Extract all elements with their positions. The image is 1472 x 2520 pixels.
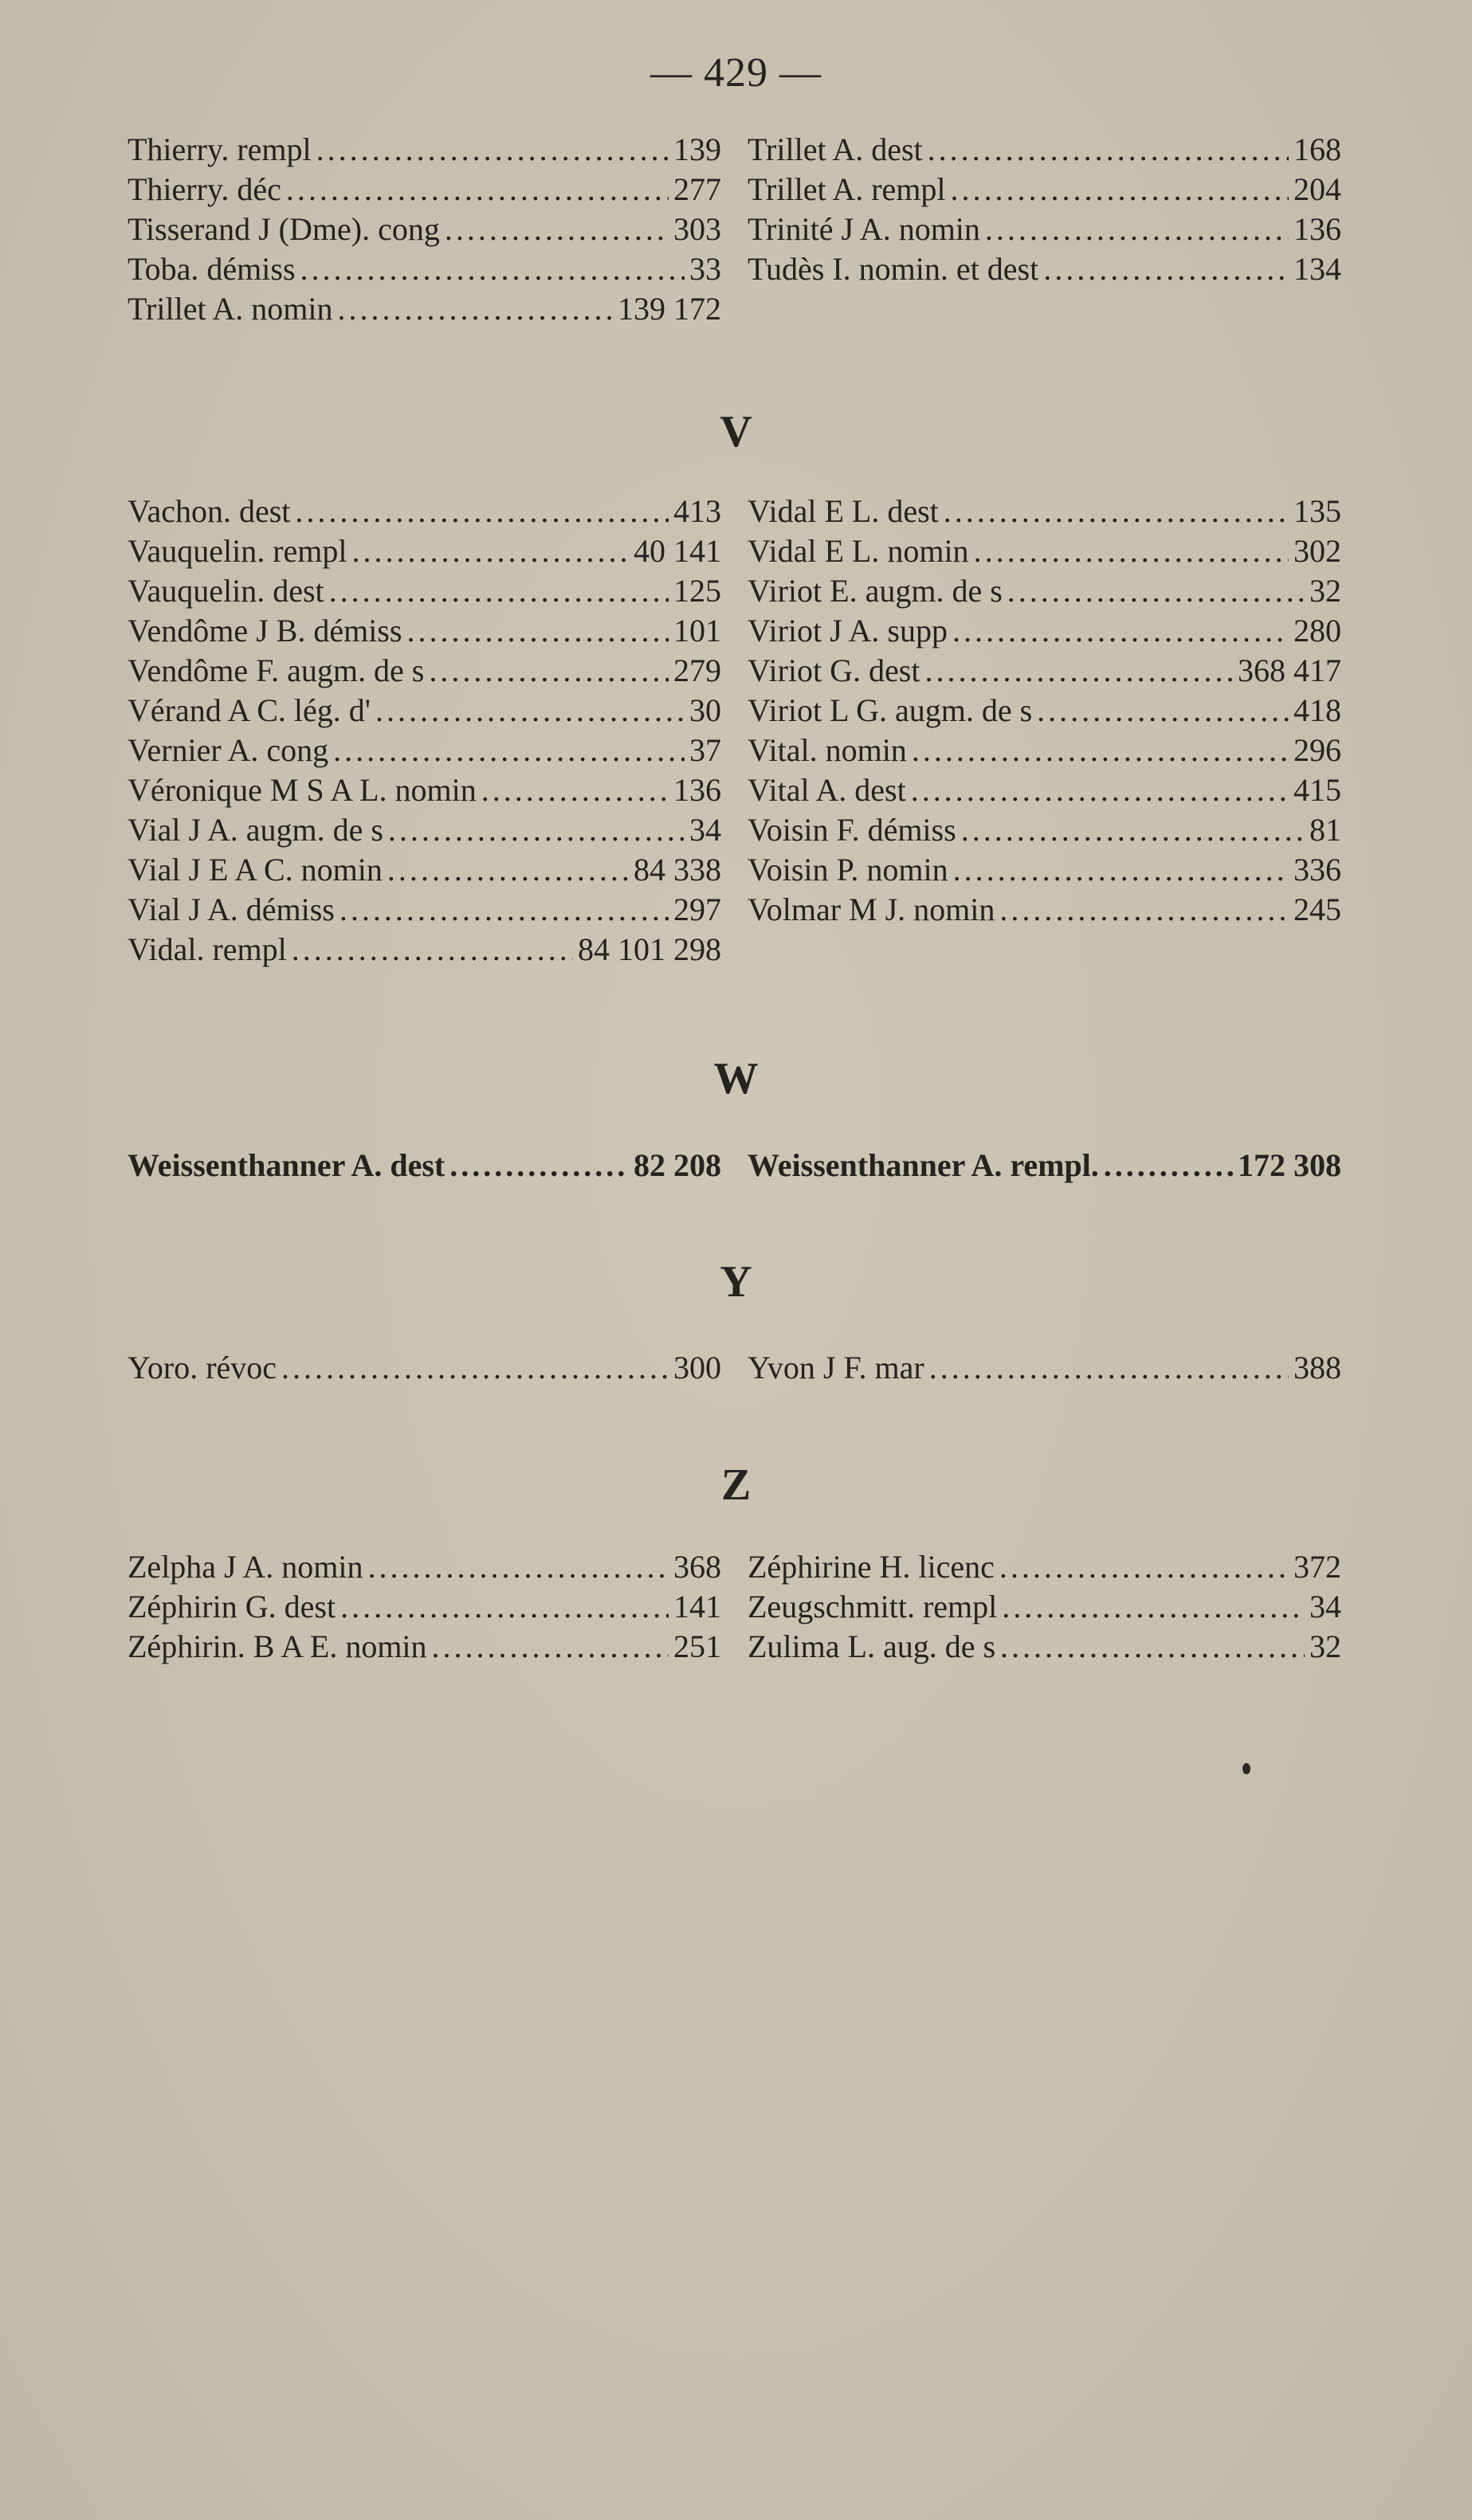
entry-name: Voisin P. nomin: [748, 852, 948, 888]
dot-leader: [929, 1349, 1289, 1386]
index-entry: [748, 811, 1341, 851]
index-entry: [748, 692, 1341, 731]
entry-name: Weissenthanner A. dest: [128, 1147, 446, 1183]
section-z-right-column: [748, 1548, 1341, 1668]
entry-page-refs: 81: [1309, 812, 1341, 848]
entry-page-refs: 372: [1293, 1549, 1341, 1585]
index-entry: [748, 250, 1341, 290]
index-entry: [128, 692, 721, 731]
entry-name: Vital A. dest: [748, 772, 906, 808]
entry-name: Viriot G. dest: [748, 653, 920, 688]
index-entry: [128, 492, 721, 532]
entry-name: Vidal E L. nomin: [748, 533, 969, 569]
entry-name: Toba. démiss: [128, 251, 296, 287]
section-letter-z: Z: [720, 1460, 752, 1510]
index-entry: [748, 1628, 1341, 1668]
page-number: — 429 —: [650, 50, 822, 96]
dot-leader: [961, 811, 1305, 848]
section-w-right-column: [748, 1146, 1341, 1186]
index-entry: [748, 170, 1341, 210]
dot-leader: [387, 851, 629, 888]
index-entry: [128, 931, 721, 970]
entry-name: Véronique M S A L. nomin: [128, 772, 477, 808]
index-entry: [748, 210, 1341, 250]
entry-page-refs: 302: [1293, 533, 1341, 569]
entry-page-refs: 139: [673, 131, 721, 167]
entry-name: Vidal. rempl: [128, 931, 287, 967]
index-entry: [128, 811, 721, 851]
entry-page-refs: 141: [673, 1589, 721, 1624]
entry-page-refs: 303: [673, 211, 721, 247]
dot-leader: [951, 170, 1289, 208]
dot-leader: [292, 931, 573, 968]
dot-leader: [337, 290, 613, 327]
entry-page-refs: 136: [673, 772, 721, 808]
index-entry: [748, 1588, 1341, 1628]
entry-name: Vachon. dest: [128, 493, 291, 529]
entry-name: Tisserand J (Dme). cong: [128, 211, 440, 247]
dot-leader: [1037, 692, 1289, 729]
entry-page-refs: 280: [1293, 613, 1341, 649]
entry-name: Thierry. rempl: [128, 131, 312, 167]
dot-leader: [300, 250, 685, 288]
dot-leader: [1043, 250, 1289, 288]
entry-name: Thierry. déc: [128, 171, 281, 207]
index-entry: [748, 1146, 1341, 1186]
dot-leader: [295, 492, 669, 530]
entry-page-refs: 84 101 298: [578, 931, 721, 967]
index-entry: [128, 771, 721, 811]
index-entry: [128, 652, 721, 692]
entry-page-refs: 34: [1309, 1589, 1341, 1624]
entry-page-refs: 32: [1309, 573, 1341, 609]
dot-leader: [449, 1146, 629, 1184]
dot-leader: [281, 1349, 669, 1386]
dot-leader: [912, 731, 1289, 769]
entry-page-refs: 296: [1293, 732, 1341, 768]
entry-name: Trinité J A. nomin: [748, 211, 980, 247]
index-entry: [748, 731, 1341, 771]
section-letter-v: V: [720, 407, 752, 457]
entry-name: Yoro. révoc: [128, 1350, 277, 1385]
entry-name: Viriot J A. supp: [748, 613, 948, 649]
index-entry: [748, 1548, 1341, 1588]
entry-name: Zulima L. aug. de s: [748, 1628, 996, 1664]
entry-page-refs: 125: [673, 573, 721, 609]
index-entry: [128, 532, 721, 572]
entry-name: Zéphirine H. licenc: [748, 1549, 995, 1585]
index-entry: [748, 131, 1341, 170]
entry-page-refs: 139 172: [618, 291, 721, 327]
index-entry: [128, 572, 721, 612]
entry-page-refs: 136: [1293, 211, 1341, 247]
entry-page-refs: 101: [673, 613, 721, 649]
entry-name: Vial J A. augm. de s: [128, 812, 383, 848]
entry-name: Trillet A. rempl: [748, 171, 946, 207]
entry-page-refs: 168: [1293, 131, 1341, 167]
entry-name: Vendôme J B. démiss: [128, 613, 402, 649]
dot-leader: [406, 612, 669, 649]
entry-name: Trillet A. nomin: [128, 291, 333, 327]
entry-name: Zelpha J A. nomin: [128, 1549, 363, 1585]
dot-leader: [953, 851, 1289, 888]
index-entry: [748, 572, 1341, 612]
section-z-left-column: [128, 1548, 721, 1668]
dot-leader: [924, 652, 1233, 689]
entry-page-refs: 134: [1293, 251, 1341, 287]
dot-leader: [1000, 1628, 1305, 1665]
entry-page-refs: 34: [689, 812, 721, 848]
index-entry: [748, 532, 1341, 572]
dot-leader: [352, 532, 630, 570]
entry-name: Viriot L G. augm. de s: [748, 692, 1033, 728]
dot-leader: [375, 692, 685, 729]
index-entry: [748, 492, 1341, 532]
index-entry: [748, 891, 1341, 931]
index-entry: [748, 612, 1341, 652]
entry-name: Zéphirin. B A E. nomin: [128, 1628, 427, 1664]
entry-page-refs: 135: [1293, 493, 1341, 529]
entry-name: Voisin F. démiss: [748, 812, 956, 848]
entry-name: Weissenthanner A. rempl.: [748, 1147, 1099, 1183]
entry-name: Yvon J F. mar: [748, 1350, 924, 1385]
entry-page-refs: 300: [673, 1350, 721, 1385]
dot-leader: [911, 771, 1289, 809]
entry-name: Vauquelin. dest: [128, 573, 324, 609]
index-entry: [128, 851, 721, 891]
index-entry: [128, 891, 721, 931]
dot-leader: [999, 1548, 1289, 1585]
entry-name: Vérand A C. lég. d': [128, 692, 371, 728]
entry-page-refs: 415: [1293, 772, 1341, 808]
section-y-right-column: [748, 1349, 1341, 1389]
entry-name: Vital. nomin: [748, 732, 907, 768]
dot-leader: [429, 652, 669, 689]
index-entry: [748, 851, 1341, 891]
dot-leader: [445, 210, 669, 248]
dot-leader: [1002, 1588, 1305, 1625]
index-entry: [128, 290, 721, 330]
index-entry: [128, 731, 721, 771]
section-letter-w: W: [713, 1054, 759, 1103]
entry-name: Viriot E. augm. de s: [748, 573, 1003, 609]
dot-leader: [333, 731, 685, 769]
entry-name: Vial J A. démiss: [128, 892, 335, 927]
entry-name: Vendôme F. augm. de s: [128, 653, 425, 688]
index-entry: [128, 131, 721, 170]
entry-page-refs: 279: [673, 653, 721, 688]
index-entry: [128, 1628, 721, 1668]
dot-leader: [329, 572, 669, 609]
entry-page-refs: 297: [673, 892, 721, 927]
index-entry: [748, 1349, 1341, 1389]
index-entry: [748, 652, 1341, 692]
section-t-left-column: [128, 131, 721, 330]
entry-name: Vernier A. cong: [128, 732, 329, 768]
dot-leader: [999, 891, 1289, 928]
entry-page-refs: 40 141: [634, 533, 721, 569]
entry-page-refs: 245: [1293, 892, 1341, 927]
entry-page-refs: 204: [1293, 171, 1341, 207]
dot-leader: [340, 1588, 669, 1625]
dot-leader: [944, 492, 1289, 530]
dot-leader: [368, 1548, 669, 1585]
entry-name: Volmar M J. nomin: [748, 892, 995, 927]
entry-name: Tudès I. nomin. et dest: [748, 251, 1039, 287]
dot-leader: [388, 811, 685, 848]
entry-name: Trillet A. dest: [748, 131, 923, 167]
index-entry: [128, 1588, 721, 1628]
entry-page-refs: 172 308: [1238, 1147, 1341, 1183]
dot-leader: [340, 891, 669, 928]
section-y-left-column: [128, 1349, 721, 1389]
entry-page-refs: 37: [689, 732, 721, 768]
entry-page-refs: 251: [673, 1628, 721, 1664]
entry-page-refs: 336: [1293, 852, 1341, 888]
index-entry: [128, 1146, 721, 1186]
dot-leader: [432, 1628, 669, 1665]
dot-leader: [952, 612, 1289, 649]
entry-page-refs: 388: [1293, 1350, 1341, 1385]
section-v-left-column: [128, 492, 721, 970]
entry-page-refs: 82 208: [634, 1147, 721, 1183]
entry-name: Vauquelin. rempl: [128, 533, 347, 569]
entry-name: Zeugschmitt. rempl: [748, 1589, 998, 1624]
entry-page-refs: 368: [673, 1549, 721, 1585]
dot-leader: [481, 771, 669, 809]
index-entry: [128, 1349, 721, 1389]
section-w-left-column: [128, 1146, 721, 1186]
section-letter-y: Y: [720, 1257, 752, 1307]
index-entry: [128, 612, 721, 652]
entry-name: Vial J E A C. nomin: [128, 852, 383, 888]
entry-name: Zéphirin G. dest: [128, 1589, 336, 1624]
section-v-right-column: [748, 492, 1341, 931]
index-entry: [128, 250, 721, 290]
entry-page-refs: 33: [689, 251, 721, 287]
entry-page-refs: 32: [1309, 1628, 1341, 1664]
dot-leader: [928, 131, 1289, 168]
dot-leader: [974, 532, 1289, 570]
entry-page-refs: 277: [673, 171, 721, 207]
entry-page-refs: 418: [1293, 692, 1341, 728]
entry-name: Vidal E L. dest: [748, 493, 939, 529]
dot-leader: [286, 170, 669, 208]
section-t-right-column: [748, 131, 1341, 290]
dot-leader: [1104, 1146, 1233, 1184]
ink-dot: [1242, 1763, 1250, 1774]
entry-page-refs: 84 338: [634, 852, 721, 888]
index-entry: [748, 771, 1341, 811]
dot-leader: [1007, 572, 1305, 609]
entry-page-refs: 413: [673, 493, 721, 529]
entry-page-refs: 368 417: [1238, 653, 1341, 688]
dot-leader: [985, 210, 1289, 248]
entry-page-refs: 30: [689, 692, 721, 728]
dot-leader: [316, 131, 669, 168]
index-entry: [128, 1548, 721, 1588]
index-entry: [128, 210, 721, 250]
index-entry: [128, 170, 721, 210]
